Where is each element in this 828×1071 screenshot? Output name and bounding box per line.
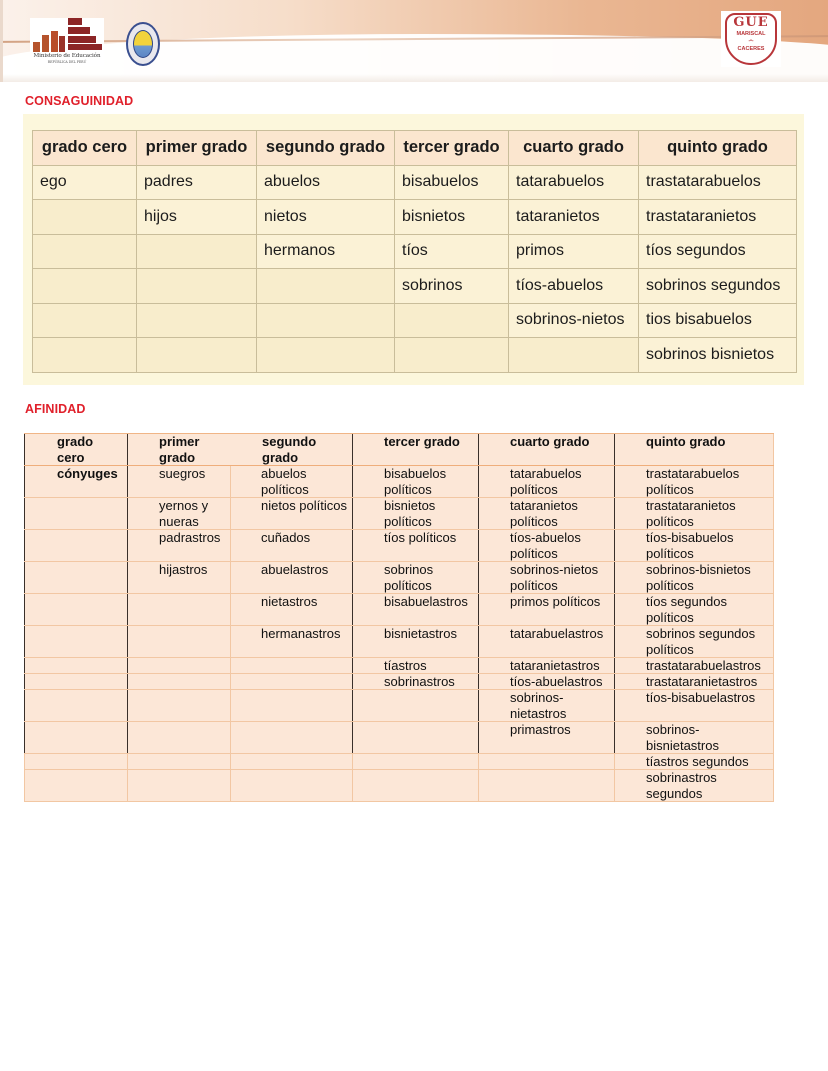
table-cell: tíos <box>395 234 509 269</box>
table-cell <box>127 690 230 721</box>
table-cell: tíos segundos políticos <box>614 594 774 625</box>
table-cell: tíos-bisabuelos políticos <box>614 530 774 561</box>
table-cell: sobrinos segundos políticos <box>614 626 774 657</box>
table-cell <box>127 722 230 753</box>
table-cell: hermanastros <box>230 626 352 657</box>
table-cell: bisabuelos políticos <box>352 466 478 497</box>
shield-icon <box>725 13 777 65</box>
column-header: grado cero <box>33 131 137 166</box>
table-cell <box>352 770 478 801</box>
table-cell: bisabuelos <box>395 165 509 200</box>
table-cell: tíastros segundos <box>614 754 774 769</box>
table-cell: padres <box>137 165 257 200</box>
table-cell <box>33 200 137 235</box>
logo-bar <box>42 35 49 52</box>
table-row <box>24 658 774 674</box>
table-cell: tíos-abuelos <box>509 269 639 304</box>
logo-text-republica: REPÚBLICA DEL PERÚ <box>47 60 87 64</box>
table-cell: yernos y nueras <box>127 498 230 529</box>
table-cell: bisnietastros <box>352 626 478 657</box>
table-cell <box>352 690 478 721</box>
logo-block <box>68 36 96 43</box>
table-cell: tios bisabuelos <box>639 303 797 338</box>
table-cell <box>478 770 614 801</box>
table-cell <box>24 626 127 657</box>
table-cell: sobrinastros <box>352 674 478 689</box>
table-cell: tíastros <box>352 658 478 673</box>
table-cell: hermanos <box>257 234 395 269</box>
table-cell: tatarabuelos políticos <box>478 466 614 497</box>
table-row <box>24 626 774 658</box>
table-header-row <box>24 433 774 466</box>
table-cell <box>137 234 257 269</box>
column-header: segundo grado <box>257 131 395 166</box>
table-row <box>24 594 774 626</box>
table-cell <box>127 594 230 625</box>
table-row <box>24 770 774 802</box>
table-cell: primos políticos <box>478 594 614 625</box>
table-cell: nietastros <box>230 594 352 625</box>
table-cell: trastatarabuelos políticos <box>614 466 774 497</box>
table-row <box>24 466 774 498</box>
table-cell <box>137 303 257 338</box>
table-cell: sobrinos <box>395 269 509 304</box>
column-header: quinto grado <box>639 131 797 166</box>
table-cell <box>24 754 127 769</box>
logo-text-gue: GUE <box>733 15 769 30</box>
table-cell <box>24 594 127 625</box>
table-cell: trastatarabuelastros <box>614 658 774 673</box>
table-cell <box>24 674 127 689</box>
table-cell: nietos <box>257 200 395 235</box>
table-row <box>33 338 797 373</box>
column-header-label: primer grado <box>159 434 200 465</box>
table-cell <box>395 338 509 373</box>
table-row <box>33 269 797 304</box>
table-cell <box>257 269 395 304</box>
table-cell: sobrinos-bisnietos políticos <box>614 562 774 593</box>
table-cell: tatarabuelos <box>509 165 639 200</box>
table-cell: primos <box>509 234 639 269</box>
table-cell: bisnietos <box>395 200 509 235</box>
table-cell: bisnietos políticos <box>352 498 478 529</box>
table-row <box>24 690 774 722</box>
table-cell <box>478 754 614 769</box>
table-cell <box>33 234 137 269</box>
table-cell: abuelastros <box>230 562 352 593</box>
table-cell: sobrinos-nietastros <box>478 690 614 721</box>
table-cell <box>24 770 127 801</box>
table-cell: trastataranietos políticos <box>614 498 774 529</box>
table-cell: tíos-abuelos políticos <box>478 530 614 561</box>
table-cell <box>352 722 478 753</box>
table-cell: hijos <box>137 200 257 235</box>
logo-block <box>68 27 90 34</box>
table-cell: trastatarabuelos <box>639 165 797 200</box>
logo-block <box>68 18 82 25</box>
table-cell: sobrinos bisnietos <box>639 338 797 373</box>
table-cell <box>127 626 230 657</box>
table-cell: tatarabuelastros <box>478 626 614 657</box>
table-cell: sobrinos políticos <box>352 562 478 593</box>
table-cell: bisabuelastros <box>352 594 478 625</box>
table-cell: padrastros <box>127 530 230 561</box>
table-row <box>24 530 774 562</box>
column-header: quinto grado <box>614 434 774 465</box>
table-header-row <box>33 131 797 166</box>
table-cell: abuelos políticos <box>230 466 352 497</box>
table-cell: tíos-bisabuelastros <box>614 690 774 721</box>
table-cell <box>137 269 257 304</box>
section-title-consanguinidad: CONSAGUINIDAD <box>25 94 134 108</box>
table-cell: sobrinos-nietos <box>509 303 639 338</box>
table-cell <box>127 770 230 801</box>
table-row <box>24 754 774 770</box>
table-row <box>33 165 797 200</box>
table-cell: suegros <box>127 466 230 497</box>
table-cell <box>127 754 230 769</box>
table-cell <box>230 658 352 673</box>
table-cell: sobrinos segundos <box>639 269 797 304</box>
table-cell <box>230 754 352 769</box>
table-cell: sobrinastros segundos <box>614 770 774 801</box>
table-cell <box>230 770 352 801</box>
ministerio-educacion-logo <box>30 18 104 66</box>
logo-block <box>68 44 102 50</box>
table-cell <box>24 690 127 721</box>
logo-text-ministerio: Ministerio de Educación <box>33 53 101 59</box>
table-cell <box>395 303 509 338</box>
table-row <box>33 303 797 338</box>
table-cell: trastataranietos <box>639 200 797 235</box>
table-cell <box>24 562 127 593</box>
table-cell: primastros <box>478 722 614 753</box>
table-cell: tíos políticos <box>352 530 478 561</box>
table-cell <box>509 338 639 373</box>
gue-mariscal-caceres-logo <box>721 11 781 67</box>
table-row <box>33 234 797 269</box>
logo-bar <box>33 42 40 52</box>
table-row <box>24 674 774 690</box>
banner-fade <box>3 74 828 82</box>
column-header <box>24 434 127 465</box>
section-title-afinidad: AFINIDAD <box>25 402 86 416</box>
column-header: tercer grado <box>395 131 509 166</box>
institution-seal-logo <box>126 22 160 66</box>
table-row <box>33 200 797 235</box>
logo-text-mariscal: MARISCAL <box>736 31 766 37</box>
table-row <box>24 498 774 530</box>
consanguinidad-panel <box>23 114 804 385</box>
table-cell: trastataranietastros <box>614 674 774 689</box>
table-cell <box>24 530 127 561</box>
table-cell <box>230 690 352 721</box>
table-row <box>24 722 774 754</box>
table-cell <box>352 754 478 769</box>
logo-text-caceres: CACERES <box>737 46 765 52</box>
table-cell <box>24 722 127 753</box>
table-cell <box>24 658 127 673</box>
logo-text-divider: -•- <box>748 38 754 44</box>
column-header-label: segundo grado <box>262 434 317 465</box>
table-cell: tíos segundos <box>639 234 797 269</box>
table-cell: cuñados <box>230 530 352 561</box>
table-cell: abuelos <box>257 165 395 200</box>
table-cell: sobrinos-bisnietastros <box>614 722 774 753</box>
table-cell <box>33 338 137 373</box>
table-cell: tataranietastros <box>478 658 614 673</box>
table-cell: tataranietos políticos <box>478 498 614 529</box>
table-cell <box>230 674 352 689</box>
table-cell <box>24 498 127 529</box>
table-cell: hijastros <box>127 562 230 593</box>
header-banner <box>0 0 828 82</box>
table-cell <box>33 269 137 304</box>
column-header-group <box>127 434 352 465</box>
column-header: tercer grado <box>352 434 478 465</box>
table-cell: nietos políticos <box>230 498 352 529</box>
table-cell: tíos-abuelastros <box>478 674 614 689</box>
table-cell: cónyuges <box>24 466 127 497</box>
column-header: cuarto grado <box>509 131 639 166</box>
table-cell: ego <box>33 165 137 200</box>
table-cell <box>127 658 230 673</box>
table-cell <box>127 674 230 689</box>
seal-emblem-icon <box>133 30 153 58</box>
table-cell <box>257 338 395 373</box>
column-header-label: grado cero <box>57 434 94 465</box>
logo-bar <box>59 36 65 52</box>
table-cell: tataranietos <box>509 200 639 235</box>
table-cell: sobrinos-nietos políticos <box>478 562 614 593</box>
afinidad-table <box>24 433 774 802</box>
table-cell <box>230 722 352 753</box>
table-row <box>24 562 774 594</box>
table-cell <box>33 303 137 338</box>
consanguinidad-table <box>32 130 797 373</box>
column-header: cuarto grado <box>478 434 614 465</box>
table-cell <box>257 303 395 338</box>
logo-bar <box>51 31 58 52</box>
table-cell <box>137 338 257 373</box>
column-header: primer grado <box>137 131 257 166</box>
